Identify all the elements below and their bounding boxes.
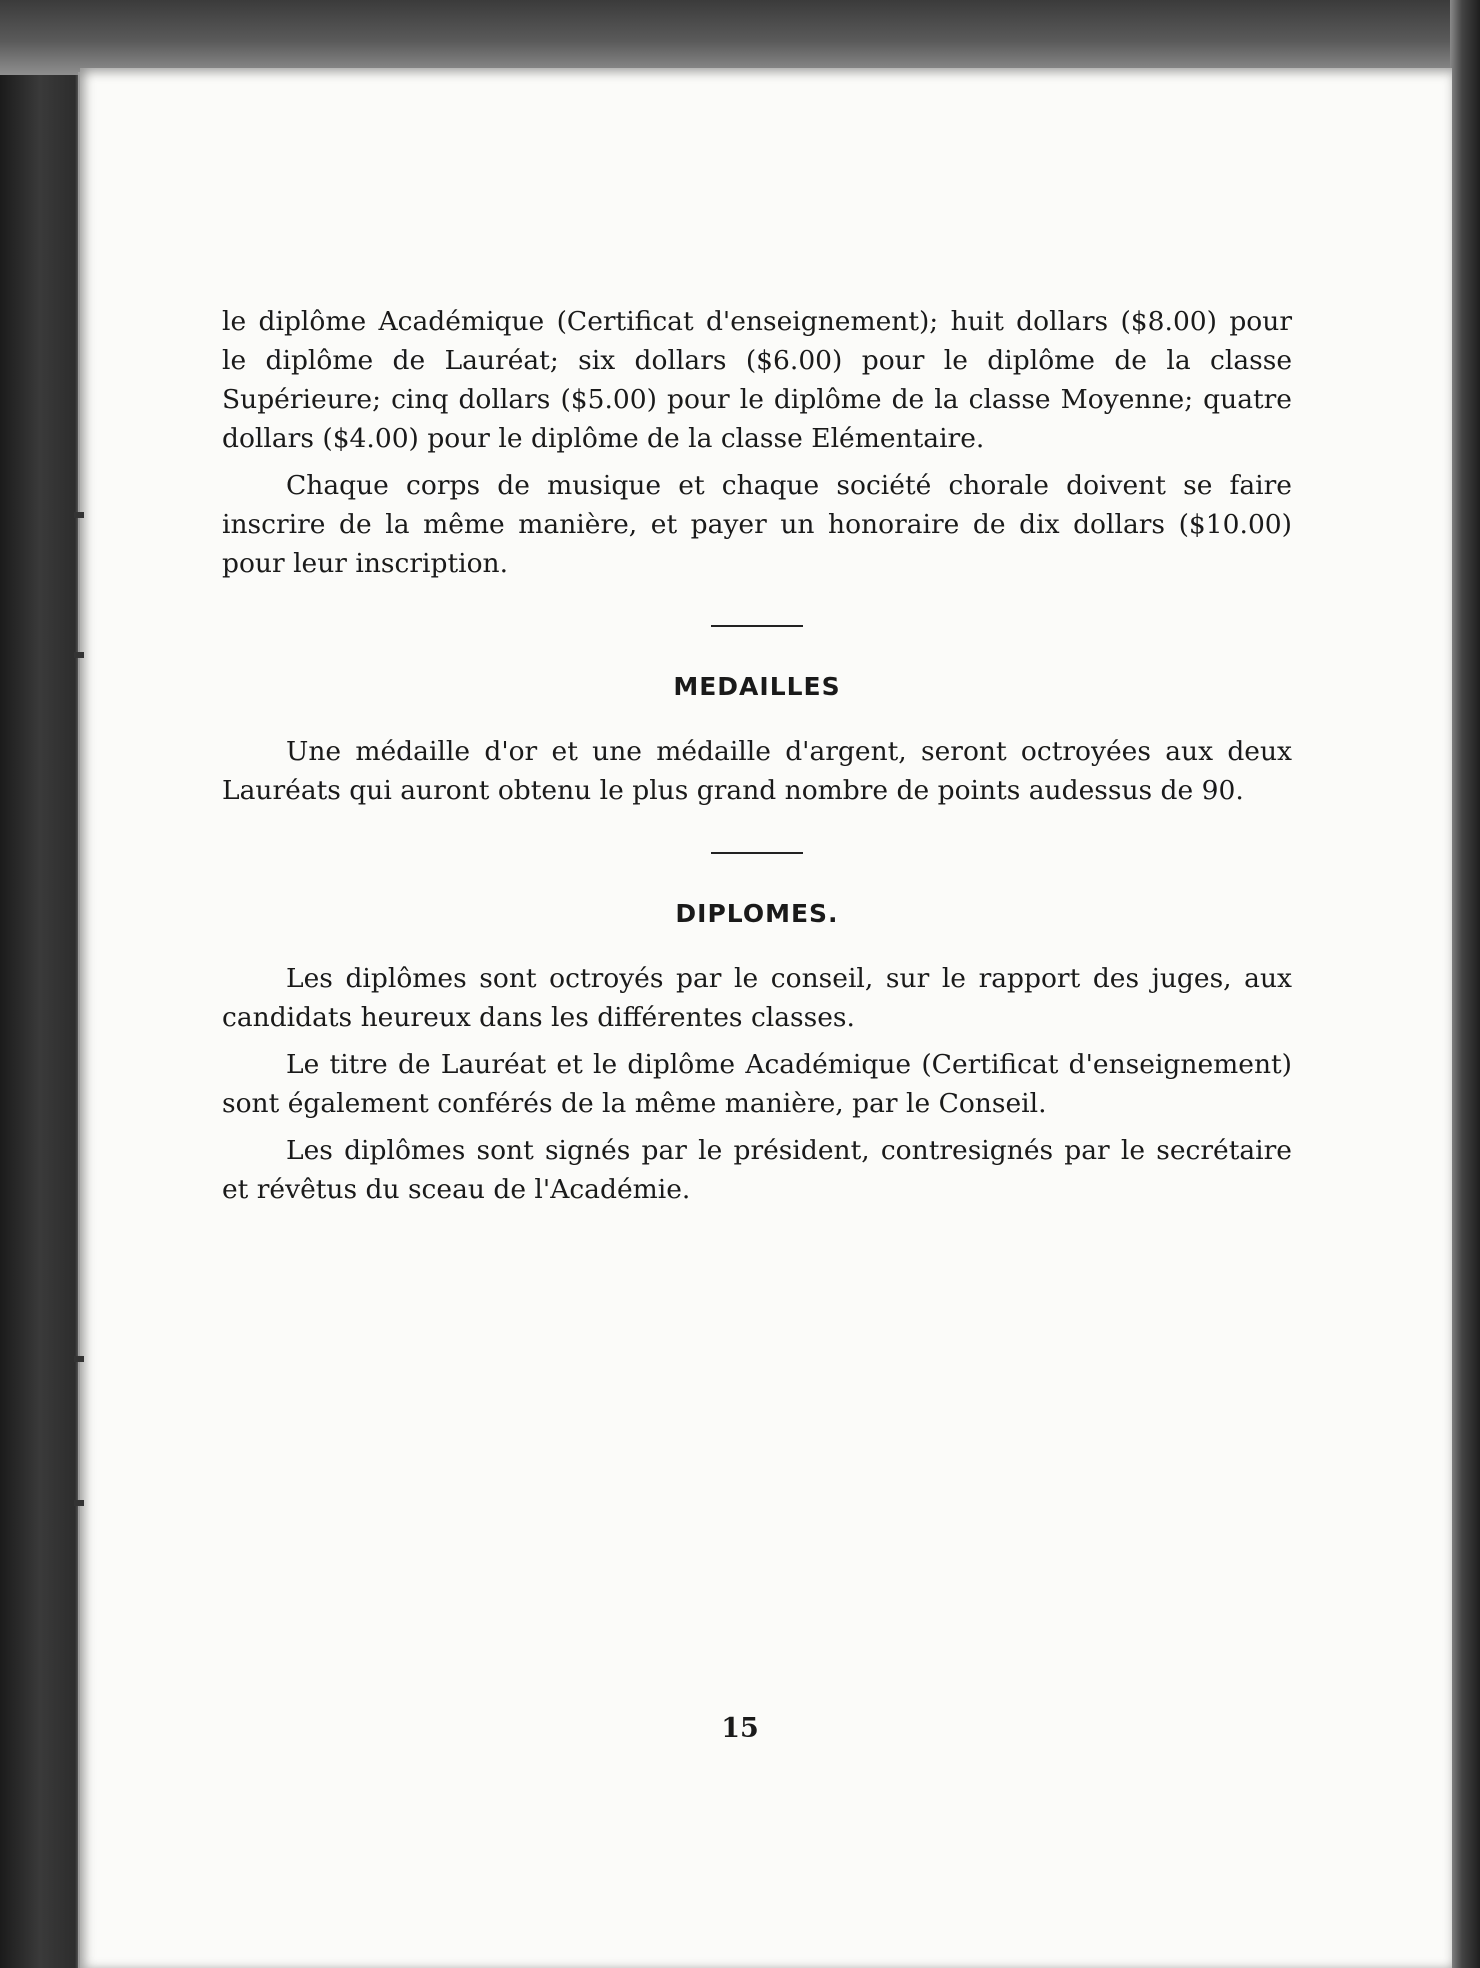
binding-mark [74,652,84,658]
page-number: 15 [721,1713,759,1744]
binding-line [78,72,80,1968]
paragraph-diplomes-1: Les diplômes sont octroyés par le conseil, sur le rapport des juges, aux candidats heureux dans les différentes classes. [222,963,1292,1033]
binding-mark [74,1500,84,1506]
book-right-edge [1450,0,1480,1968]
paragraph-medailles: Une médaille d'or et une médaille d'argent, seront octroyées aux deux Lauréats qui auront obtenu le plus grand nombre de points audessus de 90. [222,736,1292,806]
section-divider [711,625,803,627]
paragraph-registration: Chaque corps de musique et chaque société chorale doivent se faire inscrire de la même manière, et payer un honoraire de dix dollars ($10.00) pour leur inscription. [222,470,1292,579]
heading-diplomes: DIPLOMES. [675,899,839,928]
section-divider [711,852,803,854]
heading-medailles: MEDAILLES [673,672,841,701]
body-text [222,302,1292,1217]
binding-mark [74,1356,84,1362]
paragraph-diplomes-2: Le titre de Lauréat et le diplôme Académique (Certificat d'enseignement) sont également conférés de la même manière, par le Conseil. [222,1049,1292,1119]
book-top-edge [0,0,1480,75]
binding-mark [74,512,84,518]
paragraph-diplomes-3: Les diplômes sont signés par le président, contresignés par le secrétaire et révêtus du sceau de l'Académie. [222,1135,1292,1205]
paragraph-fees-diplomas: le diplôme Académique (Certificat d'enseignement); huit dollars ($8.00) pour le diplôme de Lauréat; six dollars ($6.00) pour le diplôme de la classe Supérieure; cinq dollars ($5.00) pour le diplôme de la classe Moyenne; quatre dollars ($4.00) pour le diplôme de la classe Elémentaire. [222,306,1292,454]
